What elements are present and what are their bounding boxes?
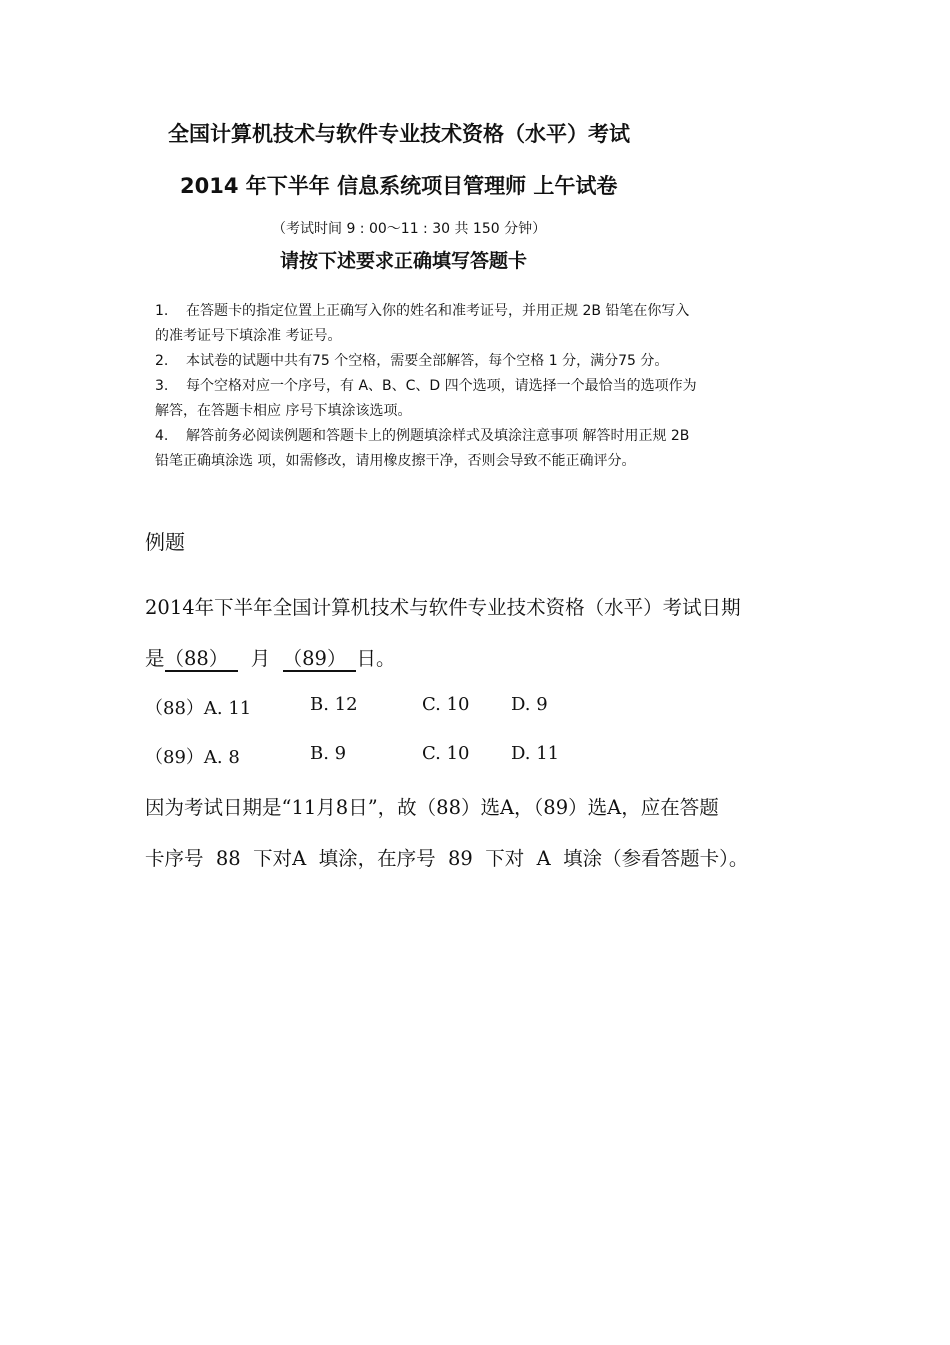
explanation-line2: 卡序号 88 下对A 填涂，在序号 89 下对 A 填涂（参看答题卡）。 xyxy=(145,847,749,870)
instruction-item xyxy=(155,424,805,474)
example-question-line2 xyxy=(145,643,395,672)
option-d: D. 9 xyxy=(511,694,548,715)
instruction-text-cont: 解答，在答题卡相应 序号下填涂该选项。 xyxy=(155,403,412,419)
option-c: C. 10 xyxy=(422,694,470,715)
option-c: C. 10 xyxy=(422,743,470,764)
instruction-text-cont: 铅笔正确填涂选 项，如需修改，请用橡皮擦干净，否则会导致不能正确评分。 xyxy=(155,453,636,469)
instruction-number: 3. xyxy=(155,378,169,394)
explanation-line1: 因为考试日期是“11月8日”，故（88）选A，（89）选A，应在答题 xyxy=(145,796,719,819)
option-b: B. 9 xyxy=(310,743,347,764)
instruction-text: 解答前务必阅读例题和答题卡上的例题填涂样式及填涂注意事项 解答时用正规 2B xyxy=(186,428,690,444)
instruction-text: 每个空格对应一个序号，有 A、B、C、D 四个选项，请选择一个最恰当的选项作为 xyxy=(186,378,697,394)
options-row-88 xyxy=(145,694,645,720)
instructions-heading: 请按下述要求正确填写答题卡 xyxy=(280,250,528,272)
instruction-item xyxy=(155,374,805,424)
instruction-item xyxy=(155,349,805,374)
instruction-number: 2. xyxy=(155,353,169,369)
options-row-89 xyxy=(145,743,645,769)
instruction-number: 1. xyxy=(155,303,169,319)
exam-title: 全国计算机技术与软件专业技术资格（水平）考试 xyxy=(168,122,630,146)
option-b: B. 12 xyxy=(310,694,358,715)
instruction-item xyxy=(155,299,805,349)
blank-88: （88） xyxy=(165,648,239,672)
option-a: （88）A. 11 xyxy=(145,698,252,719)
month-word: 月 xyxy=(238,647,283,670)
question-prefix: 是 xyxy=(145,647,165,670)
question-suffix: 日。 xyxy=(356,647,396,670)
exam-time: （考试时间 9 : 00～11 : 30 共 150 分钟） xyxy=(272,221,547,237)
instruction-number: 4. xyxy=(155,428,169,444)
example-label: 例题 xyxy=(145,530,185,554)
blank-89: （89） xyxy=(283,648,357,672)
instruction-text: 本试卷的试题中共有75 个空格，需要全部解答，每个空格 1 分，满分75 分。 xyxy=(186,353,669,369)
exam-subtitle: 2014 年下半年 信息系统项目管理师 上午试卷 xyxy=(180,174,618,198)
instructions-list xyxy=(155,299,805,474)
option-d: D. 11 xyxy=(511,743,560,764)
example-question-line1: 2014年下半年全国计算机技术与软件专业技术资格（水平）考试日期 xyxy=(145,596,741,619)
instruction-text: 在答题卡的指定位置上正确写入你的姓名和准考证号，并用正规 2B 铅笔在你写入 xyxy=(186,303,690,319)
instruction-text-cont: 的准考证号下填涂准 考证号。 xyxy=(155,328,342,344)
option-a: （89）A. 8 xyxy=(145,747,240,768)
